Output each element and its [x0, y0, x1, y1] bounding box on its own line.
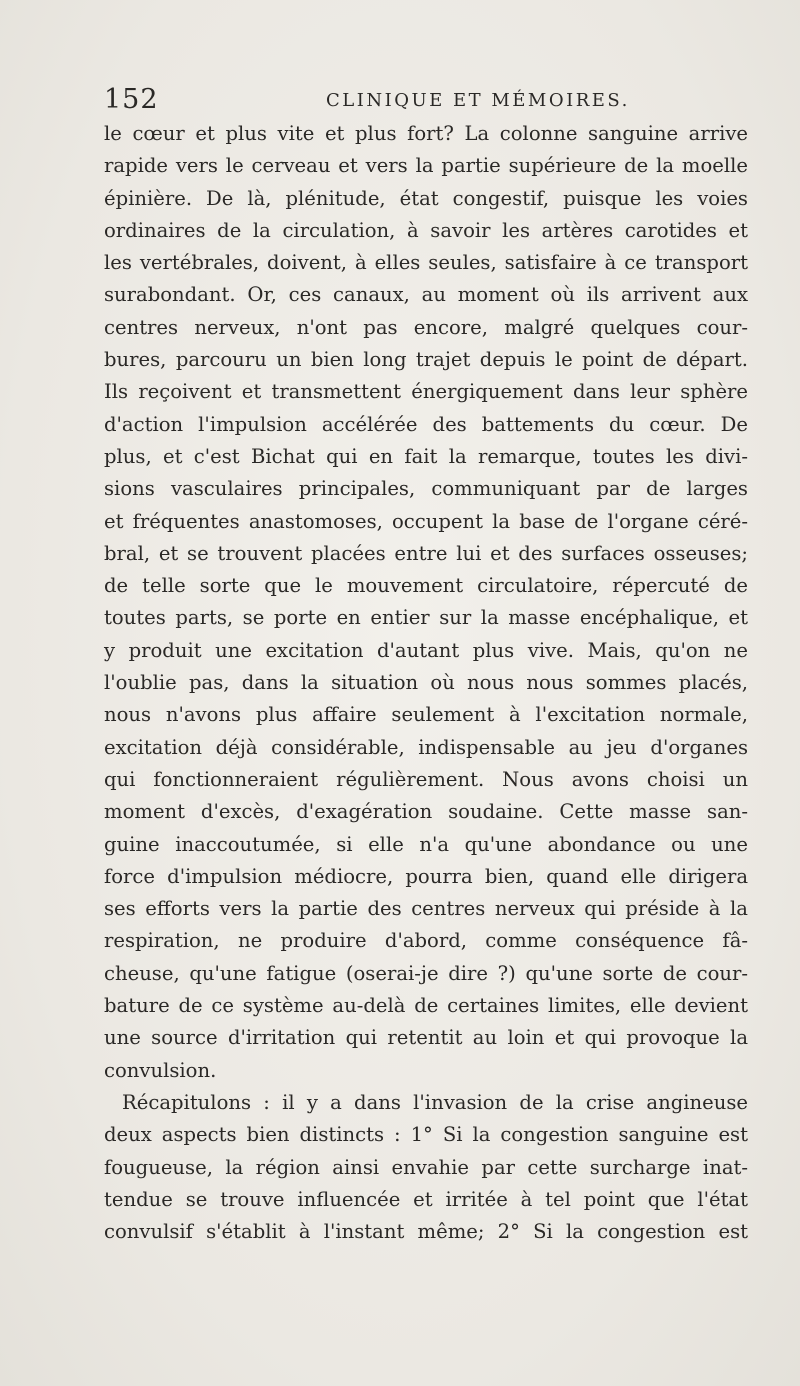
text-line: respiration, ne produire d'abord, comme conséquence fâ- — [104, 929, 748, 953]
text-line: guine inaccoutumée, si elle n'a qu'une abondance ou une — [104, 832, 748, 856]
text-line: moment d'excès, d'exagération soudaine. Cette masse san- — [104, 800, 748, 824]
text-line: surabondant. Or, ces canaux, au moment où ils arrivent aux — [104, 283, 748, 307]
page-header — [104, 84, 748, 118]
text-line: y produit une excitation d'autant plus vive. Mais, qu'on ne — [104, 638, 748, 662]
text-line: tendue se trouve influencée et irritée à tel point que l'état — [104, 1187, 748, 1211]
text-line: d'action l'impulsion accélérée des battements du cœur. De — [104, 412, 748, 436]
paragraph — [104, 118, 748, 1087]
text-line: excitation déjà considérable, indispensable au jeu d'organes — [104, 735, 748, 759]
text-line: nous n'avons plus affaire seulement à l'excitation normale, — [104, 703, 748, 727]
text-line: les vertébrales, doivent, à elles seules, satisfaire à ce transport — [104, 251, 748, 275]
text-line: convulsif s'établit à l'instant même; 2° Si la congestion est — [104, 1220, 748, 1244]
text-line: le cœur et plus vite et plus fort? La colonne sanguine arrive — [104, 122, 748, 145]
text-line: l'oublie pas, dans la situation où nous nous sommes placés, — [104, 671, 748, 695]
text-line: plus, et c'est Bichat qui en fait la remarque, toutes les divi- — [104, 444, 748, 468]
text-line: de telle sorte que le mouvement circulatoire, répercuté de — [104, 574, 748, 598]
text-line: et fréquentes anastomoses, occupent la base de l'organe céré- — [104, 509, 748, 533]
text-line: force d'impulsion médiocre, pourra bien, quand elle dirigera — [104, 864, 748, 888]
text-line: deux aspects bien distincts : 1° Si la congestion sanguine est — [104, 1123, 748, 1147]
page-number: 152 — [104, 84, 159, 115]
text-line: bral, et se trouvent placées entre lui et des surfaces osseuses; — [104, 541, 748, 565]
text-line: centres nerveux, n'ont pas encore, malgré quelques cour- — [104, 315, 748, 339]
text-line: Récapitulons : il y a dans l'invasion de la crise angineuse — [122, 1090, 748, 1114]
text-line: bature de ce système au-delà de certaines limites, elle devient — [104, 994, 748, 1018]
text-line: fougueuse, la région ainsi envahie par cette surcharge inat- — [104, 1155, 748, 1179]
text-line: Ils reçoivent et transmettent énergiquement dans leur sphère — [104, 380, 748, 404]
text-line: cheuse, qu'une fatigue (oserai-je dire ?) qu'une sorte de cour- — [104, 961, 748, 985]
text-line: rapide vers le cerveau et vers la partie supérieure de la moelle — [104, 154, 748, 178]
text-line: bures, parcouru un bien long trajet depuis le point de départ. — [104, 348, 748, 372]
text-line: qui fonctionneraient régulièrement. Nous avons choisi un — [104, 767, 748, 791]
text-line: une source d'irritation qui retentit au loin et qui provoque la — [104, 1026, 748, 1050]
body-text — [104, 118, 748, 1248]
text-line: convulsion. — [104, 1058, 217, 1082]
text-line: sions vasculaires principales, communiquant par de larges — [104, 477, 748, 501]
text-line: ses efforts vers la partie des centres nerveux qui préside à la — [104, 897, 748, 921]
paragraph — [104, 1087, 748, 1248]
text-line: ordinaires de la circulation, à savoir les artères carotides et — [104, 218, 748, 242]
text-line: toutes parts, se porte en entier sur la masse encéphalique, et — [104, 606, 748, 630]
running-title: CLINIQUE ET MÉMOIRES. — [326, 90, 630, 111]
text-line: épinière. De là, plénitude, état congestif, puisque les voies — [104, 186, 748, 210]
